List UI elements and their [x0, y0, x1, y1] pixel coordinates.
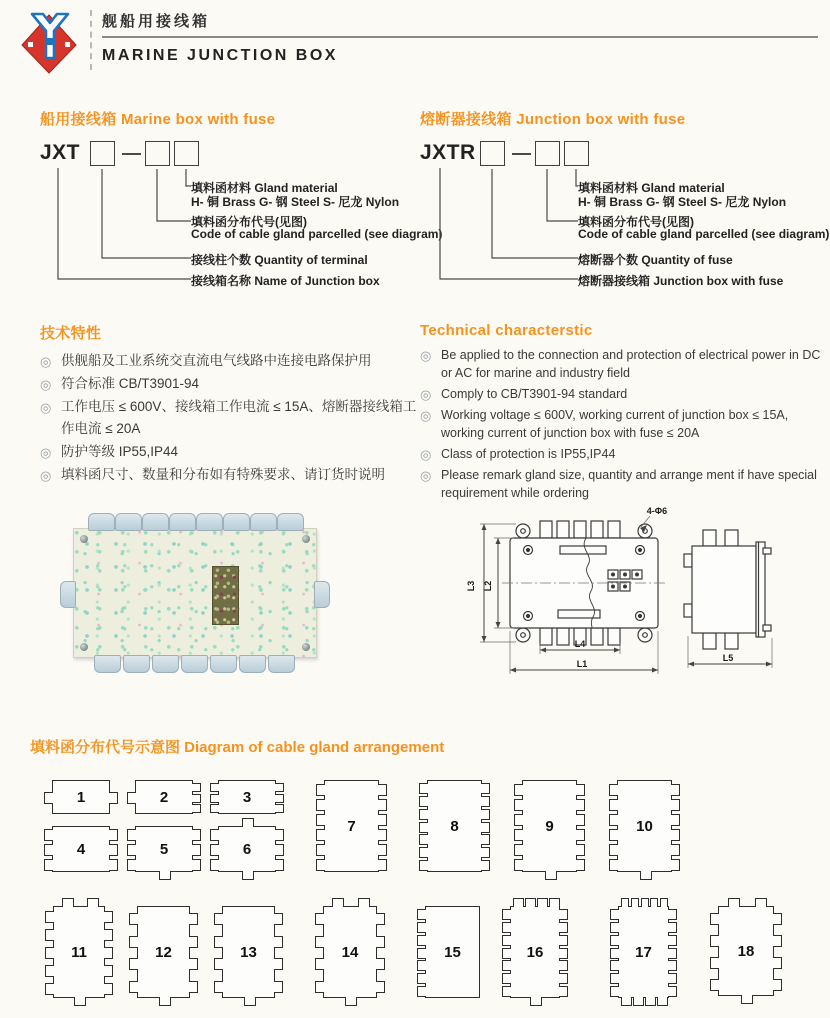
gland-tab: [502, 948, 511, 959]
gland-tab: [275, 859, 284, 871]
gland-tab: [275, 844, 284, 856]
gland-tab: [481, 809, 490, 820]
hole-callout: 4-Φ6: [646, 506, 668, 516]
tech-item: ◎ 供舰船及工业系统交直流电气线路中连接电路保护用: [40, 350, 418, 372]
gland-tab: [514, 814, 523, 826]
gland-tab: [44, 859, 53, 871]
gland-tab: [192, 829, 201, 841]
gland-tab: [419, 783, 428, 794]
gland-tab: [316, 844, 325, 856]
gland-tab: [376, 981, 385, 993]
cable-gland: [181, 655, 208, 673]
gland-tab: [316, 799, 325, 811]
gland-tab: [645, 997, 656, 1006]
gland-tab: [710, 913, 719, 925]
gland-tab: [192, 859, 201, 871]
gland-box-number: 12: [155, 943, 172, 961]
gland-tab: [609, 829, 618, 841]
dim-label-l5: L5: [722, 653, 734, 663]
gland-box-number: 15: [444, 943, 461, 961]
tech-characteristics-en: [420, 322, 824, 505]
gland-tab: [274, 958, 283, 970]
gland-box-15: [425, 906, 480, 998]
gland-code-label-zh: 填料函分布代号(见图): [578, 215, 694, 229]
gland-tab: [502, 960, 511, 971]
gland-section-heading: 填料函分布代号示意图 Diagram of cable gland arrangement: [30, 739, 445, 756]
gland-tab: [502, 909, 511, 920]
gland-box-number: 10: [636, 817, 653, 835]
gland-tab: [537, 898, 548, 907]
gland-tab: [192, 794, 201, 803]
dimension-drawing: [460, 498, 830, 700]
gland-box-2: [135, 780, 193, 814]
gland-tab: [419, 847, 428, 858]
gland-box-14: [323, 906, 377, 998]
gland-tab: [104, 965, 113, 977]
cable-gland: [142, 513, 169, 531]
junction-box-face: [73, 528, 317, 658]
gland-tab: [345, 997, 357, 1006]
gland-tab: [274, 981, 283, 993]
gland-tab: [127, 844, 136, 856]
gland-tab: [514, 844, 523, 856]
gland-tab: [668, 973, 677, 984]
cable-gland: [169, 513, 196, 531]
gland-tab: [610, 973, 619, 984]
dim-label-l1: L1: [576, 659, 588, 669]
gland-tab: [530, 997, 542, 1006]
gland-box-10: [617, 780, 672, 872]
front-view: [502, 521, 668, 645]
gland-box-12: [137, 906, 190, 998]
gland-tab: [104, 947, 113, 959]
corner-screw: [302, 643, 310, 651]
gland-tab: [210, 829, 219, 841]
gland-tab: [502, 973, 511, 984]
gland-tab: [576, 859, 585, 871]
cable-gland: [94, 655, 121, 673]
gland-tab: [559, 986, 568, 997]
gland-tab: [609, 859, 618, 871]
gland-tab: [104, 929, 113, 941]
gland-tab: [189, 913, 198, 925]
gland-tab: [559, 948, 568, 959]
gland-box-4: [52, 826, 110, 872]
gland-box-9: [522, 780, 577, 872]
gland-tab: [671, 814, 680, 826]
gland-tab: [109, 829, 118, 841]
gland-box-17: [618, 906, 669, 998]
gland-tab: [481, 834, 490, 845]
cable-gland: [115, 513, 142, 531]
gland-tab: [650, 898, 658, 907]
model-code-diagram-jxtr: [420, 139, 830, 297]
gland-tab: [559, 960, 568, 971]
cable-gland: [250, 513, 277, 531]
gland-tab: [316, 784, 325, 796]
gland-box-number: 11: [71, 943, 87, 961]
gland-tab: [559, 922, 568, 933]
model-name-jxtr: JXTR: [420, 141, 476, 164]
side-view: [684, 530, 771, 649]
gland-box-number: 13: [240, 943, 257, 961]
gland-code-label-en: Code of cable gland parcelled (see diagram): [191, 227, 443, 241]
tech-item: ◎ 填料函尺寸、数量和分布如有特殊要求、请订货时说明: [40, 464, 418, 486]
gland-tab: [376, 936, 385, 948]
cable-gland: [152, 655, 179, 673]
dim-label-l4: L4: [574, 639, 586, 649]
gland-tab: [378, 814, 387, 826]
gland-box-16: [510, 906, 560, 998]
gland-tab: [274, 913, 283, 925]
gland-code-label-en: Code of cable gland parcelled (see diagram): [578, 227, 830, 241]
gland-tab: [417, 922, 426, 933]
gland-tab: [657, 997, 668, 1006]
gland-tab: [192, 804, 201, 813]
page-title-zh: 舰船用接线箱: [102, 13, 211, 30]
gland-tab: [332, 898, 344, 907]
section-marine-box: [40, 108, 443, 297]
gland-tab: [668, 986, 677, 997]
gland-tab: [631, 898, 639, 907]
gland-tab: [610, 948, 619, 959]
gland-tab: [576, 799, 585, 811]
gland-tab: [104, 983, 113, 995]
gland-material-codes: H- 铜 Brass G- 钢 Steel S- 尼龙 Nylon: [578, 195, 787, 209]
cable-gland: [223, 513, 250, 531]
gland-tab: [378, 859, 387, 871]
gland-tab: [275, 804, 284, 813]
gland-tab: [576, 844, 585, 856]
gland-tab: [755, 898, 767, 907]
gland-box-6: [218, 826, 276, 872]
corner-screw: [302, 535, 310, 543]
gland-tab: [419, 809, 428, 820]
gland-tab: [609, 799, 618, 811]
tech-item: ◎ 防护等级 IP55,IP44: [40, 441, 418, 463]
tech-item: ◎ 符合标准 CB/T3901-94: [40, 373, 418, 395]
gland-box-number: 14: [341, 943, 359, 961]
gland-tab: [45, 965, 54, 977]
tech-item: ◎ Working voltage ≤ 600V, working current of junction box ≤ 15A, working current of junction box with fuse ≤ 20A: [420, 406, 824, 442]
gland-tab: [671, 799, 680, 811]
gland-tab: [668, 909, 677, 920]
gland-tab: [45, 947, 54, 959]
gland-tab: [315, 981, 324, 993]
gland-box-number: 3: [242, 788, 252, 806]
corner-screw: [80, 535, 88, 543]
gland-tab: [214, 981, 223, 993]
gland-tab: [419, 834, 428, 845]
gland-tab: [74, 997, 86, 1006]
gland-tab: [127, 829, 136, 841]
cable-gland: [239, 655, 266, 673]
gland-tab: [633, 997, 644, 1006]
gland-tab: [502, 986, 511, 997]
gland-tab: [773, 913, 782, 925]
box-name-label: 接线箱名称 Name of Junction box: [191, 274, 380, 288]
gland-tab: [481, 847, 490, 858]
gland-tab: [417, 960, 426, 971]
gland-tab: [189, 936, 198, 948]
gland-box-1: [52, 780, 110, 814]
tech-item: ◎ 工作电压 ≤ 600V、接线箱工作电流 ≤ 15A、熔断器接线箱工作电流 ≤ 20A: [40, 396, 418, 440]
gland-tab: [417, 986, 426, 997]
gland-tab: [609, 784, 618, 796]
gland-tab: [315, 936, 324, 948]
gland-tab: [315, 913, 324, 925]
gland-tab: [514, 799, 523, 811]
section-fuse-box: [420, 108, 830, 297]
gland-tab: [576, 829, 585, 841]
gland-tab: [671, 844, 680, 856]
corner-screw: [80, 643, 88, 651]
gland-tab: [316, 814, 325, 826]
cable-gland: [88, 513, 115, 531]
gland-box-5: [135, 826, 193, 872]
gland-tab: [417, 973, 426, 984]
gland-box-number: 18: [737, 942, 755, 960]
gland-tab: [417, 948, 426, 959]
gland-tab: [127, 859, 136, 871]
cable-gland: [277, 513, 304, 531]
gland-tab: [481, 796, 490, 807]
gland-tab: [358, 898, 370, 907]
gland-box-11: [53, 906, 105, 998]
tech-list-en: [420, 346, 824, 502]
gland-tab: [668, 960, 677, 971]
gland-tab: [275, 794, 284, 803]
dim-label-l3: L3: [466, 580, 476, 592]
gland-tab: [417, 935, 426, 946]
gland-tab: [549, 898, 560, 907]
gland-box-number: 8: [450, 817, 459, 835]
gland-tab: [419, 796, 428, 807]
terminal-quantity-label: 接线柱个数 Quantity of terminal: [191, 253, 368, 267]
gland-tab: [621, 898, 629, 907]
gland-tab: [545, 871, 557, 880]
gland-tab: [660, 898, 668, 907]
cable-gland: [210, 655, 237, 673]
cable-gland: [196, 513, 223, 531]
gland-tab: [159, 871, 171, 880]
gland-tab: [609, 814, 618, 826]
gland-box-number: 6: [242, 840, 252, 858]
gland-tab: [275, 783, 284, 792]
gland-tab: [525, 898, 536, 907]
section-heading-fuse-box: 熔断器接线箱 Junction box with fuse: [420, 111, 686, 128]
gland-tab: [189, 981, 198, 993]
gland-tab: [668, 922, 677, 933]
gland-tab: [109, 844, 118, 856]
gland-tab: [710, 957, 719, 969]
gland-tab: [671, 784, 680, 796]
gland-tab: [576, 814, 585, 826]
gland-tab: [668, 935, 677, 946]
gland-tab: [621, 997, 632, 1006]
gland-box-number: 7: [347, 817, 356, 835]
gland-tab: [514, 784, 523, 796]
gland-tab: [127, 792, 136, 804]
gland-tab: [502, 935, 511, 946]
gland-tab: [109, 792, 118, 804]
gland-tab: [129, 936, 138, 948]
gland-tab: [45, 911, 54, 923]
gland-tab: [773, 957, 782, 969]
gland-tab: [419, 860, 428, 871]
gland-tab: [104, 911, 113, 923]
gland-tab: [610, 909, 619, 920]
gland-tab: [44, 844, 53, 856]
gland-tab: [576, 784, 585, 796]
gland-tab: [378, 829, 387, 841]
gland-tab: [44, 829, 53, 841]
gland-box-number: 5: [159, 840, 169, 858]
gland-tab: [192, 783, 201, 792]
gland-tab: [610, 986, 619, 997]
gland-box-7: [324, 780, 379, 872]
gland-tab: [214, 936, 223, 948]
gland-tab: [710, 979, 719, 991]
gland-tab: [210, 844, 219, 856]
gland-tab: [610, 960, 619, 971]
tech-heading-en: Technical characterstic: [420, 322, 593, 339]
gland-tab: [514, 859, 523, 871]
tech-item: ◎ Please remark gland size, quantity and arrange ment if have special requirement while ordering: [420, 466, 824, 502]
dim-label-l2: L2: [483, 580, 493, 592]
gland-tab: [315, 958, 324, 970]
tech-heading-zh: 技术特性: [40, 325, 102, 342]
gland-box-number: 1: [76, 788, 86, 806]
gland-tab: [668, 948, 677, 959]
gland-tab: [210, 804, 219, 813]
gland-material-codes: H- 铜 Brass G- 钢 Steel S- 尼龙 Nylon: [191, 195, 400, 209]
gland-tab: [214, 913, 223, 925]
gland-box-number: 17: [635, 943, 652, 961]
page-title-en: MARINE JUNCTION BOX: [102, 47, 338, 64]
gland-box-number: 16: [526, 943, 544, 961]
gland-tab: [87, 898, 99, 907]
cable-gland: [123, 655, 150, 673]
gland-tab: [741, 995, 753, 1004]
gland-tab: [242, 871, 254, 880]
gland-box-18: [718, 906, 774, 996]
gland-box-number: 4: [76, 840, 86, 858]
cable-gland: [268, 655, 295, 673]
gland-tab: [192, 844, 201, 856]
gland-tab: [514, 829, 523, 841]
gland-tab: [773, 979, 782, 991]
gland-tab: [376, 913, 385, 925]
gland-box-number: 2: [159, 788, 169, 806]
gland-tab: [609, 844, 618, 856]
gland-box-13: [222, 906, 275, 998]
gland-tab: [773, 935, 782, 947]
gland-material-label: 填料函材料 Gland material: [191, 181, 338, 195]
gland-tab: [316, 859, 325, 871]
tech-characteristics-zh: [40, 322, 418, 487]
gland-tab: [376, 958, 385, 970]
tech-item: ◎ Class of protection is IP55,IP44: [420, 445, 824, 463]
tech-list-zh: [40, 350, 418, 486]
gland-tab: [378, 844, 387, 856]
company-logo-icon: [16, 8, 82, 74]
gland-tab: [610, 922, 619, 933]
gland-tab: [189, 958, 198, 970]
product-photo: [73, 512, 315, 670]
box-name-label: 熔断器接线箱 Junction box with fuse: [578, 274, 784, 288]
gland-tab: [671, 859, 680, 871]
title-rule: [102, 36, 818, 38]
gland-tab: [728, 898, 740, 907]
gland-tab: [244, 997, 256, 1006]
gland-code-label-zh: 填料函分布代号(见图): [191, 215, 307, 229]
gland-tab: [559, 935, 568, 946]
gland-diagram-grid: [28, 766, 806, 1016]
gland-tab: [710, 935, 719, 947]
gland-tab: [481, 783, 490, 794]
gland-tab: [559, 909, 568, 920]
nameplate: [212, 566, 239, 625]
cable-gland: [314, 581, 330, 608]
gland-tab: [640, 871, 652, 880]
gland-tab: [378, 799, 387, 811]
gland-tab: [62, 898, 74, 907]
gland-tab: [129, 913, 138, 925]
gland-tab: [610, 935, 619, 946]
gland-tab: [513, 898, 524, 907]
tech-item: ◎ Be applied to the connection and protection of electrical power in DC or AC for marine and industry field: [420, 346, 824, 382]
gland-tab: [641, 898, 649, 907]
gland-box-8: [427, 780, 482, 872]
gland-tab: [129, 981, 138, 993]
gland-box-number: 9: [545, 817, 554, 835]
gland-tab: [210, 783, 219, 792]
gland-tab: [417, 909, 426, 920]
gland-tab: [502, 922, 511, 933]
gland-tab: [45, 929, 54, 941]
gland-tab: [44, 792, 53, 804]
header-separator: [90, 10, 92, 70]
gland-tab: [210, 794, 219, 803]
gland-tab: [559, 973, 568, 984]
fuse-quantity-label: 熔断器个数 Quantity of fuse: [578, 253, 733, 267]
tech-item: ◎ Comply to CB/T3901-94 standard: [420, 385, 824, 403]
gland-box-3: [218, 780, 276, 814]
gland-tab: [45, 983, 54, 995]
gland-tab: [109, 859, 118, 871]
gland-tab: [129, 958, 138, 970]
gland-tab: [210, 859, 219, 871]
model-code-diagram-jxt: [40, 139, 443, 297]
gland-tab: [159, 997, 171, 1006]
gland-tab: [214, 958, 223, 970]
gland-tab: [419, 822, 428, 833]
gland-tab: [242, 818, 254, 827]
cable-gland: [60, 581, 76, 608]
model-name-jxt: JXT: [40, 141, 81, 164]
gland-tab: [481, 822, 490, 833]
gland-tab: [481, 860, 490, 871]
gland-tab: [275, 829, 284, 841]
gland-tab: [316, 829, 325, 841]
gland-tab: [378, 784, 387, 796]
gland-tab: [274, 936, 283, 948]
section-heading-marine-box: 船用接线箱 Marine box with fuse: [40, 111, 276, 128]
gland-tab: [671, 829, 680, 841]
gland-material-label: 填料函材料 Gland material: [578, 181, 725, 195]
